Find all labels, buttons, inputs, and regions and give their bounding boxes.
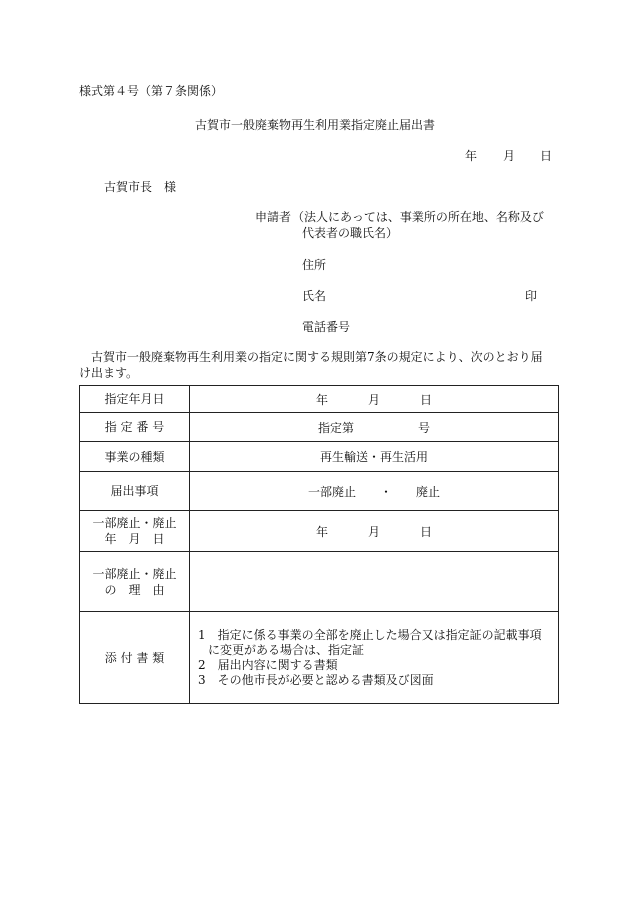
date-day: 日 [540,149,553,163]
option-separator: ・ [379,484,392,499]
month-mark: 月 [367,392,380,407]
attachment-item-1-cont: に変更がある場合は、指定証 [208,642,365,657]
abolition-reason-value[interactable] [190,552,559,612]
name-label: 氏名 [302,289,327,303]
applicant-note-line1: （法人にあっては、事業所の所在地、名称及び [292,210,544,224]
business-type-label: 事業の種類 [80,442,190,472]
number-suffix: 号 [418,420,431,435]
table-row [80,472,559,511]
date-year: 年 [465,149,478,163]
year-mark: 年 [315,524,328,539]
addressee: 古賀市長 様 [104,180,177,194]
day-mark: 日 [420,392,433,407]
abolition-date-label [80,511,190,552]
address-label: 住所 [302,258,327,272]
month-mark: 月 [367,524,380,539]
date-month: 月 [503,149,516,163]
attachment-item-3: 3 その他市長が必要と認める書類及び図面 [198,672,434,687]
table-row [80,442,559,472]
notification-item-value [190,472,559,511]
notification-item-label: 届出事項 [80,472,190,511]
intro-line1: 古賀市一般廃棄物再生利用業の指定に関する規則第7条の規定により、次のとおり届 [79,350,543,364]
attachments-label: 添 付 書 類 [80,612,190,704]
abolition-option: 廃止 [416,484,441,499]
table-row [80,552,559,612]
abolition-reason-label [80,552,190,612]
notification-table [79,385,559,704]
applicant-note-line2: 代表者の職氏名） [302,226,399,240]
designation-date-value [190,386,559,413]
table-row [80,413,559,442]
document-title: 古賀市一般廃棄物再生利用業指定廃止届出書 [194,118,435,132]
designation-prefix: 指定第 [317,420,354,435]
designation-date-label: 指定年月日 [80,386,190,413]
form-number: 様式第４号（第７条関係） [79,84,224,98]
designation-number-label: 指 定 番 号 [80,413,190,442]
designation-number-value [190,413,559,442]
day-mark: 日 [420,524,433,539]
abolition-date-label-line1: 一部廃止・廃止 [92,516,177,530]
business-type-value: 再生輸送・再生活用 [190,442,559,472]
attachment-item-1: 1 指定に係る事業の全部を廃止した場合又は指定証の記載事項 [198,627,542,642]
table-row [80,511,559,552]
table-row [80,386,559,413]
partial-abolition-option: 一部廃止 [307,484,356,499]
table-row [80,612,559,704]
attachment-item-2: 2 届出内容に関する書類 [198,657,338,672]
phone-label: 電話番号 [302,320,351,334]
abolition-reason-label-line2: の 理 由 [104,582,165,597]
abolition-reason-label-line1: 一部廃止・廃止 [92,566,177,581]
abolition-date-value [190,511,559,552]
seal-mark: 印 [525,289,538,303]
attachments-list [190,612,559,704]
intro-line2: け出ます。 [79,366,139,380]
abolition-date-label-line2: 年 月 日 [104,532,165,546]
year-mark: 年 [315,392,328,407]
applicant-label: 申請者 [255,210,292,224]
